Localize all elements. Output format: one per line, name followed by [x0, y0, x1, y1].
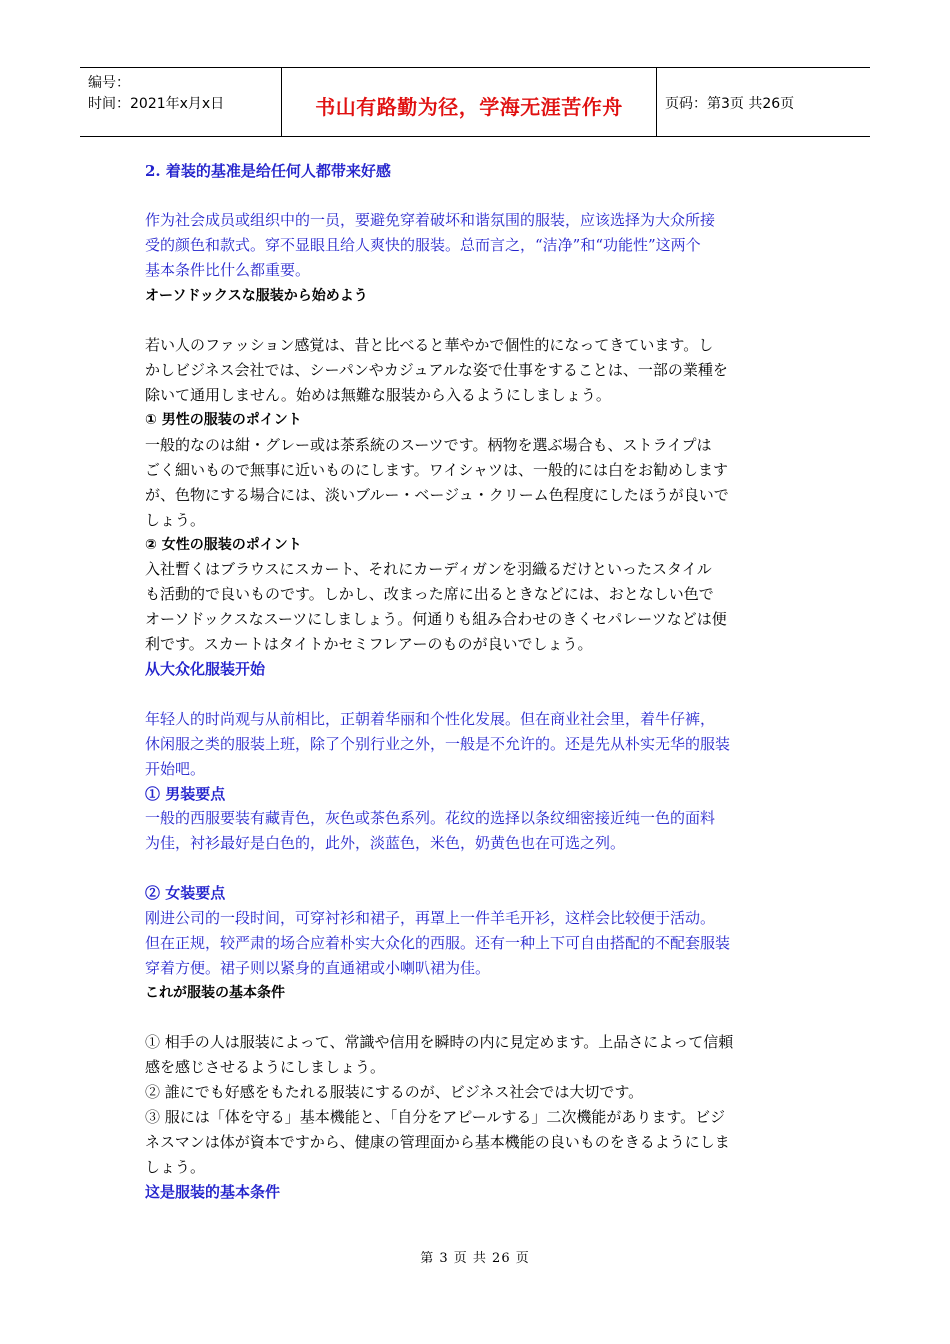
paragraph-line: 休闲服之类的服装上班，除了个别行业之外，一般是不允许的。还是先从朴实无华的服装 — [145, 735, 731, 753]
paragraph-line: 年轻人的时尚观与从前相比，正朝着华丽和个性化发展。但在商业社会里，着牛仔裤， — [145, 710, 716, 728]
subheading: これが服装の基本条件 — [145, 985, 285, 1001]
section-heading: 2. 着装的基准是给任何人都带来好感 — [145, 162, 391, 180]
paragraph-line: ① 相手の人は服装によって、常識や信用を瞬時の内に見定めます。上品さによって信頼 — [145, 1033, 734, 1051]
header-page-cell — [657, 68, 870, 136]
paragraph-line: 入社暫くはブラウスにスカート、それにカーディガンを羽織るだけといったスタイル — [145, 560, 712, 578]
paragraph-line: ごく細いもので無事に近いものにします。ワイシャツは、一般的には白をお勧めします — [145, 461, 729, 479]
paragraph-line: 一般的なのは紺・グレー或は茶系統のスーツです。柄物を選ぶ場合も、ストライプは — [145, 436, 712, 454]
paragraph-line: 感を感じさせるようにしましょう。 — [145, 1058, 386, 1076]
subheading: ② 女装要点 — [145, 884, 226, 902]
paragraph-line: 一般的西服要装有藏青色，灰色或茶色系列。花纹的选择以条纹细密接近纯一色的面料 — [145, 809, 716, 827]
document-number-label: 编号： — [88, 75, 130, 91]
paragraph-line: しょう。 — [145, 1158, 206, 1176]
paragraph-line: 受的颜色和款式。穿不显眼且给人爽快的服装。总而言之，“洁净”和“功能性”这两个 — [145, 236, 701, 254]
paragraph-line: 为佳，衬衫最好是白色的，此外，淡蓝色，米色，奶黄色也在可选之列。 — [145, 834, 626, 852]
paragraph-line: ③ 服には「体を守る」基本機能と、「自分をアピールする」二次機能があります。ビジ — [145, 1108, 726, 1126]
paragraph-line: ② 誰にでも好感をもたれる服装にするのが、ビジネス社会では大切です。 — [145, 1083, 644, 1101]
paragraph-line: 作为社会成员或组织中的一员，要避免穿着破坏和谐氛围的服装，应该选择为大众所接 — [145, 211, 716, 229]
motto-text: 书山有路勤为径，学海无涯苦作舟 — [315, 95, 623, 119]
paragraph-line: が、色物にする場合には、淡いブルー・ベージュ・クリーム色程度にしたほうが良いで — [145, 486, 729, 504]
paragraph-line: 但在正规，较严肃的场合应着朴实大众化的西服。还有一种上下可自由搭配的不配套服装 — [145, 934, 731, 952]
header-meta-cell — [80, 68, 282, 136]
document-time-label: 时间：2021年x月x日 — [88, 96, 225, 112]
subheading: オーソドックスな服装から始めよう — [145, 288, 368, 304]
paragraph-line: 若い人のファッション感覚は、昔と比べると華やかで個性的になってきています。し — [145, 336, 714, 354]
paragraph-line: かしビジネス会社では、シーパンやカジュアルな姿で仕事をすることは、一部の業種を — [145, 361, 728, 379]
paragraph-line: 刚进公司的一段时间，可穿衬衫和裙子，再罩上一件羊毛开衫，这样会比较便于活动。 — [145, 909, 716, 927]
paragraph-line: 基本条件比什么都重要。 — [145, 261, 311, 279]
paragraph-line: 开始吧。 — [145, 760, 206, 778]
subheading: ① 男性の服装のポイント — [145, 412, 302, 428]
paragraph-line: 穿着方便。裙子则以紧身的直通裙或小喇叭裙为佳。 — [145, 959, 491, 977]
paragraph-line: 利です。スカートはタイトかセミフレアーのものが良いでしょう。 — [145, 635, 593, 653]
paragraph-line: 除いて通用しません。始めは無難な服装から入るようにしましょう。 — [145, 386, 611, 404]
page-info-label: 页码：第3页 共26页 — [665, 96, 795, 112]
paragraph-line: も活動的で良いものです。しかし、改まった席に出るときなどには、おとなしい色で — [145, 585, 714, 603]
section-heading: 这是服装的基本条件 — [145, 1183, 281, 1201]
paragraph-line: ネスマンは体が資本ですから、健康の管理面から基本機能の良いものをきるようにしま — [145, 1133, 730, 1151]
subheading: ① 男装要点 — [145, 785, 226, 803]
paragraph-line: オーソドックスなスーツにしましょう。何通りも組み合わせのきくセパレーツなどは便 — [145, 610, 727, 628]
subheading: ② 女性の服装のポイント — [145, 537, 302, 553]
page-header-table — [80, 67, 870, 137]
section-heading: 从大众化服装开始 — [145, 660, 266, 678]
paragraph-line: しょう。 — [145, 511, 206, 529]
header-motto-cell — [282, 68, 657, 136]
page-footer: 第 3 页 共 26 页 — [420, 1251, 530, 1266]
